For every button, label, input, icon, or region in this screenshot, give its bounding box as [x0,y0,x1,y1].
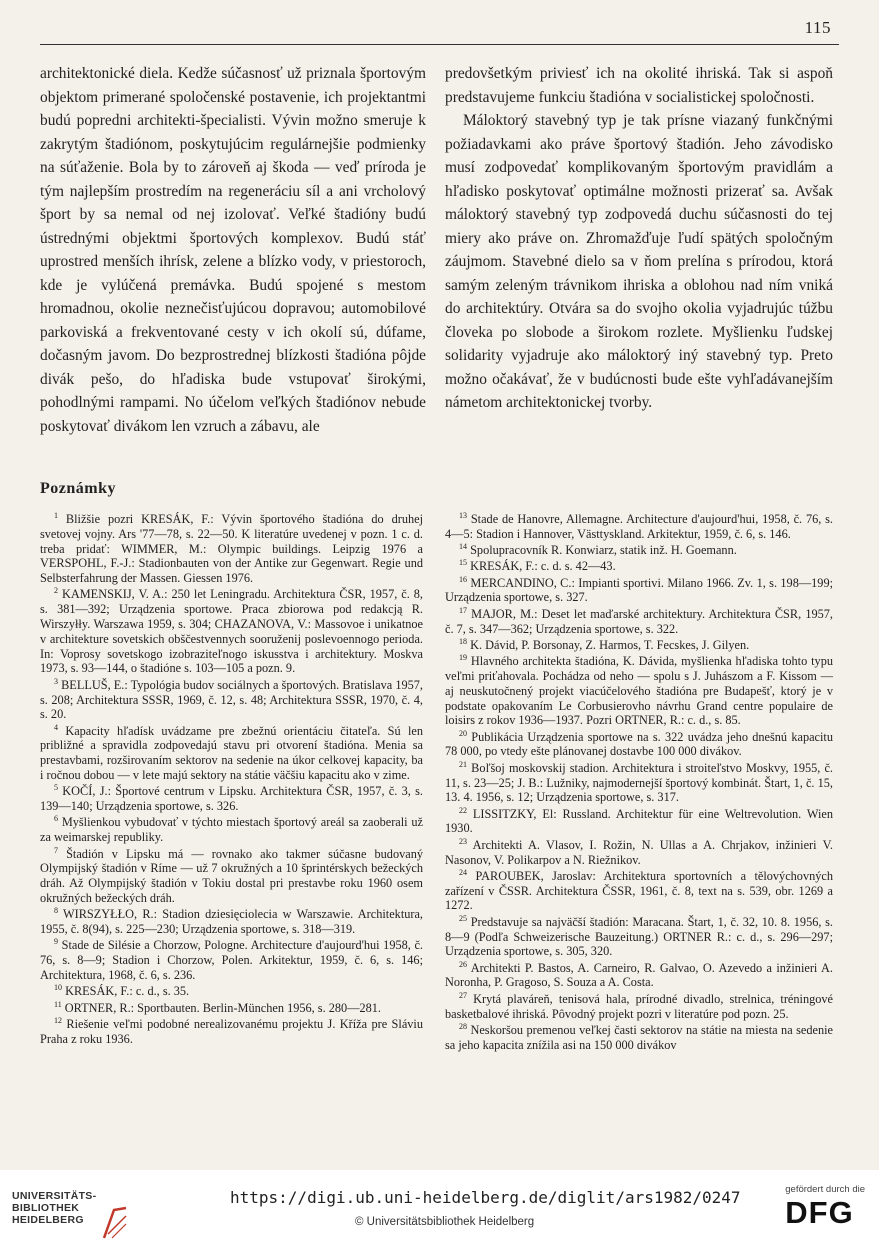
footnote [445,512,833,542]
footnote-number: 19 [459,653,467,663]
copyright-notice: © Universitätsbibliothek Heidelberg [355,1216,535,1228]
footnote-number: 4 [54,722,58,732]
footnote-number: 13 [459,510,467,520]
footnote-text: PAROUBEK, Jaroslav: Architektura sportovních a tělovýchovných zařízení v ČSSR. Architektura ČSSR, 1961, č. 8, text na s. 539, obr. 1269 a 1272. [445,868,834,913]
funder-logo[interactable] [785,1184,865,1229]
body-column-left [40,62,426,438]
body-paragraph: predovšetkým priviesť ich na okolité ihriská. Tak si aspoň predstavujeme funkciu štadióna v socialistickej spoločnosti. [445,65,833,106]
notes-column-left [40,512,423,1048]
footnote [40,1001,423,1016]
footnote [445,869,833,913]
footnote [445,730,833,760]
footnote [445,654,833,728]
footnote-number: 8 [54,906,58,916]
footnote-number: 7 [54,845,58,855]
footnote-number: 1 [54,510,58,520]
footnote-number: 2 [54,586,58,596]
footnote-number: 21 [459,759,467,769]
footnote-number: 24 [459,867,467,877]
notes-heading: Poznámky [40,480,116,497]
footnote [40,784,423,814]
footnote [445,638,833,653]
footnote-number: 18 [459,636,467,646]
footnote-number: 23 [459,836,467,846]
footnote [445,915,833,959]
permalink-url[interactable]: https://digi.ub.uni-heidelberg.de/diglit/ars1982/0247 [230,1188,741,1207]
footnote-text: KOČÍ, J.: Športové centrum v Lipsku. Architektura ČSR, 1957, č. 3, s. 139—140; Urządzenia sportowe, s. 326. [40,784,424,814]
footnote-number: 11 [54,999,62,1009]
footnote-text: KAMENSKIJ, V. A.: 250 let Leningradu. Architektura ČSR, 1957, č. 8, s. 381—392; Urządzenia sportowe. Praca zbiorowa pod redakcją R. Wirszyłły. Warszawa 1959, s. 304; CHAZANOVA, V.: Massovoe i unikatnoe v architekture sovetskich obščestvennych sooruženij poslevoennogo perioda. In: Voprosy sovetskogo izobraziteľnogo iskusstva i architektury. Moskva 1973, s. 93—144, o štadióne s. 103—105 a pozn. 9. [40,587,423,676]
footnote-number: 5 [54,783,58,793]
footnote-number: 14 [459,542,467,551]
footnote-text: Boľšoj moskovskij stadion. Architektura i stroiteľstvo Moskvy, 1955, č. 11, s. 23—25; J. B.: Lužniky, najmodernejší športový kombinát. Štart, 1, č. 15, 13. 4. 1956, s. 12; Urządzenia sportowe, s. 317. [445,760,833,805]
footnote-number: 10 [54,983,62,993]
footnote-number: 26 [459,959,467,969]
footnote-text: Stade de Silésie a Chorzow, Pologne. Architecture d'aujourd'hui 1958, č. 76, s. 8—9; Stadion i Chorzow, Polen. Arkitektur, 1959, č. 6, s. 146; Architektura, 1968, č. 6, s. 236. [40,938,424,982]
footnote [40,724,423,783]
footer-bar [0,1170,879,1240]
footnote-text: MAJOR, M.: Deset let maďarské architektury. Architektura ČSR, 1957, č. 7, s. 347—362; Urządzenia sportowe, s. 322. [445,606,834,636]
footnote [445,961,833,991]
footnote [40,847,423,906]
page-number: 115 [804,18,831,37]
footnote-number: 12 [54,1015,62,1025]
footnote-text: Predstavuje sa najväčší štadión: Maracana. Štart, 1, č. 32, 10. 8. 1956, s. 8—9 (Podľa Schweizerische Bauzeitung.) ORTNER R.: c. d., s. 296—297; Urządzenia sportowe, s. 305, 320. [445,914,833,959]
footnote [40,984,423,999]
footnote [445,543,833,558]
footnote-number: 17 [459,605,467,615]
footnote [40,1017,423,1047]
library-name-line: BIBLIOTHEK [12,1202,80,1214]
footnote-text: Hlavného architekta štadióna, K. Dávida, myšlienka hľadiska tohto typu veľmi priťahovala. Pochádza od neho — spolu s J. Juhászom a F. Kissom — aj neuskutočnený projekt viacúčelového štadióna pre Budapešť, ktorý je v podstate opakovaním Le Corbusierovho návrhu Grand centre populaire de loisirs z rokov 1936—1937. Pozri ORTNER, R.: c. d., s. 85. [445,654,833,728]
footnote-text: MERCANDINO, C.: Impianti sportivi. Milano 1966. Zv. 1, s. 198—199; Urządzenia sportowe, s. 327. [445,575,834,605]
body-paragraph: architektonické diela. Kedže súčasnosť už priznala športovým objektom primerané spoločenské postavenie, ich projektantmi budú popredni architekti-špecialisti. Vývin možno smeruje k zakrytým štadiónom, poskytujúcim regulárnejšie podmienky na súťaženie. Bola by to zároveň aj škoda — veď príroda je tým najlepším prostredím na regeneráciu síl a ani vrcholový šport by sa nemal od nej izolovať. Veľké štadióny budú ústrednými objektmi športových komplexov. Budú stáť uprostred menších ihrísk, zelene a blízko vody, v priestoroch, kde je vylúčená premávka. Budú spojené s mestom hromadnou, okolie neznečisťujúcou dopravou; automobilové parkoviská a frekventované cesty v ich okolí sú, dúfame, dočasným javom. Do bezprostrednej blízkosti štadióna pôjde divák pešo, do hľadiska bude vstupovať širokými, pohodlnými rampami. No účelom veľkých štadiónov nebude poskytovať divákom len vzruch a zábavu, ale [40,65,426,435]
footnote [40,587,423,676]
footnote-text: Myšlienkou vybudovať v týchto miestach športový areál sa zaoberali už za weimarskej republiky. [40,815,423,845]
funder-caption: gefördert durch die [785,1184,865,1195]
footnote-number: 25 [459,913,467,923]
footnote-text: BELLUŠ, E.: Typológia budov sociálnych a športových. Bratislava 1957, s. 208; Architektura SSSR, 1969, č. 12, s. 48; Architektura SSSR, 1970, č. 4, s. 20. [40,677,423,722]
footnote [40,907,423,937]
footnote-text: Kapacity hľadísk uvádzame pre zbežnú orientáciu čitateľa. Sú len približné a spravidla zodpovedajú stavu pri otvorení štadióna. Menia sa prestavbami, rozširovaním sektorov na sedenie na úkor celkovej kapacity, ba i ročnou dobou — v lete majú sektory na státie väčšiu kapacitu ako v zime. [40,723,423,783]
body-paragraph: Máloktorý stavebný typ je tak prísne viazaný funkčnými požiadavkami ako práve športový štadión. Jeho závodisko musí zodpovedať komplikovaným športovým pravidlám a hľadisko poskytovať optimálne možnosti prizerať sa. Avšak máloktorý stavebný typ zodpovedá duchu súčasnosti do tej miery ako práve on. Zhromažďuje ľudí spätých spoločným záujmom. Stavebné dielo sa v ňom prelína s prírodou, ktorá samým zeleným trávnikom ihriska a oblohou nad ním vniká do architektúry. Otvára sa do svojho okolia vyjadrujúc túžbu človeka po slobode a širokom rozlete. Myšlienku ľudskej solidarity vyjadruje ako máloktorý iný stavebný typ. Preto možno očakávať, že v budúcnosti bude ešte vyhľadávanejším námetom architektonickej tvorby. [445,112,833,411]
library-name-line: HEIDELBERG [12,1214,84,1226]
footnote-text: Neskoršou premenou veľkej časti sektorov na státie na miesta na sedenie sa jeho kapacita znížila asi na 150 000 divákov [445,1022,833,1052]
footnote-text: Architekti A. Vlasov, I. Rožin, N. Ullas a A. Chrjakov, inžinieri V. Nasonov, V. Polikarpov a N. Riežnikov. [445,837,833,867]
footnote [445,607,833,637]
dfg-logo-text: DFG [785,1195,854,1230]
header-rule [40,44,839,45]
footnote [40,512,423,586]
footnote-text: Spolupracovník R. Konwiarz, statik inž. H. Goemann. [470,543,737,558]
footnote [445,1023,833,1053]
footnote-text: Štadión v Lipsku má — rovnako ako takmer súčasne budovaný Olympijský štadión v Ríme — už 7 okružných a 10 šprintérskych bežeckých dráh. Až Olympijský štadión v Tokiu dostal pri prestavbe roku 1960 osem okružných bežeckých dráh. [40,846,423,905]
footnote [40,938,423,982]
footnote-number: 15 [459,558,467,568]
library-logo[interactable] [12,1190,127,1226]
footnote-text: KRESÁK, F.: c. d. s. 42—43. [470,559,616,574]
footnote-number: 20 [459,728,467,738]
footnote-number: 28 [459,1021,467,1031]
footnote-text: Stade de Hanovre, Allemagne. Architecture d'aujourd'hui, 1958, č. 76, s. 4—5: Stadion i Hannover, Västtyskland. Arkitektur, 1959, č. 6, s. 146. [445,512,834,541]
footnote-text: KRESÁK, F.: c. d., s. 35. [65,984,190,999]
footnote [40,815,423,845]
footnote-text: Publikácia Urządzenia sportowe na s. 322 uvádza jeho dnešnú kapacitu 78 000, po vtedy ešte plánovanej dostavbe 100 000 divákov. [445,729,833,759]
footnote [445,559,833,574]
footnote-text: K. Dávid, P. Borsonay, Z. Harmos, T. Fecskes, J. Gilyen. [470,637,750,652]
footnote [445,992,833,1022]
footnote-number: 3 [54,676,58,686]
footnote [445,807,833,837]
body-column-right [445,62,833,415]
notes-column-right [445,512,833,1054]
footnote-text: Architekti P. Bastos, A. Carneiro, R. Galvao, O. Azevedo a inžinieri A. Noronha, P. Gragoso, S. Souza a A. Costa. [445,960,833,990]
footnote [445,761,833,805]
footnote [445,838,833,868]
footnote-text: Krytá plaváreň, tenisová hala, prírodné divadlo, strelnica, tréningové basketbalové ihriská. Pôvodný projekt pozri v literatúre pod pozn. 25. [445,991,833,1021]
footnote [40,678,423,722]
footnote-text: Bližšie pozri KRESÁK, F.: Vývin športového štadióna do druhej svetovej vojny. Ars '77—78, s. 22—50. K literatúre uvedenej v pozn. 1 c. d. treba pridať: WIMMER, M.: Olympic buildings. Leipzig 1976 a VERSPOHL, F.-J.: Stadionbauten von der Antike zur Gegenwart. Regie und Selbsterfahrung der Massen. Giessen 1976. [40,512,423,586]
footnote-text: WIRSZYŁŁO, R.: Stadion dziesięciolecia w Warszawie. Architektura, 1955, č. 8(94), s. 225—230; Urządzenia sportowe, s. 318—319. [40,907,424,937]
library-name-line: UNIVERSITÄTS- [12,1190,97,1202]
footnote-text: LISSITZKY, El: Russland. Architektur für eine Weltrevolution. Wien 1930. [445,806,834,836]
footnote-number: 9 [54,937,58,947]
footnote-text: ORTNER, R.: Sportbauten. Berlin-München 1956, s. 280—281. [64,1000,382,1015]
footnote-number: 27 [459,990,467,1000]
footnote-number: 22 [459,805,467,815]
footnote [445,576,833,606]
footnote-number: 16 [459,574,467,584]
library-emblem-icon [100,1204,130,1242]
footnote-text: Riešenie veľmi podobné nerealizovanému projektu J. Kříža pre Sláviu Praha z roku 1936. [40,1016,423,1046]
footnote-number: 6 [54,814,58,824]
